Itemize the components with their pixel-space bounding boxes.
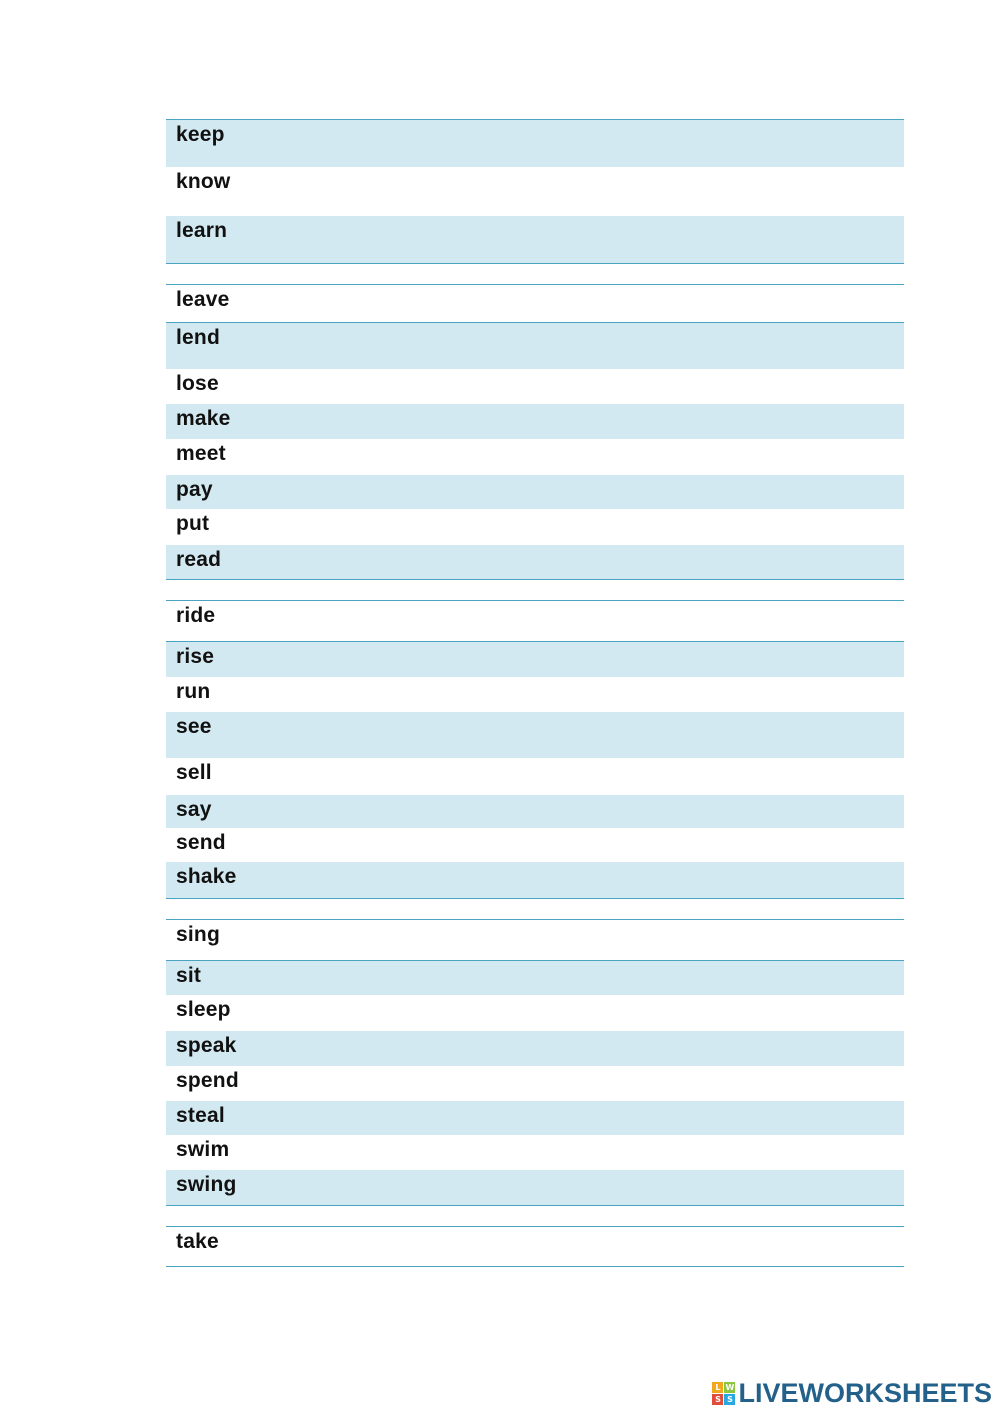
table-row	[166, 369, 904, 404]
verb-cell: send	[176, 831, 226, 854]
verb-cell: sell	[176, 761, 212, 784]
verb-cell: sleep	[176, 998, 231, 1021]
verb-cell: steal	[176, 1104, 225, 1127]
table-row	[166, 862, 904, 898]
verb-cell: meet	[176, 442, 226, 465]
verb-cell: shake	[176, 865, 237, 888]
table-row	[166, 1227, 904, 1266]
table-rule	[166, 263, 904, 264]
verb-cell: put	[176, 512, 210, 535]
table-row	[166, 167, 904, 216]
table-row	[166, 1101, 904, 1135]
table-row	[166, 545, 904, 579]
table-row	[166, 509, 904, 545]
table-row	[166, 1135, 904, 1170]
table-row	[166, 795, 904, 828]
verb-cell: know	[176, 170, 231, 193]
table-row	[166, 323, 904, 369]
verb-cell: make	[176, 407, 231, 430]
verb-cell: lose	[176, 372, 219, 395]
table-row	[166, 285, 904, 322]
table-row	[166, 404, 904, 439]
verb-cell: sing	[176, 923, 220, 946]
verb-cell: keep	[176, 123, 225, 146]
verb-cell: rise	[176, 645, 215, 668]
table-rule	[166, 1205, 904, 1206]
table-rule	[166, 579, 904, 580]
verb-cell: take	[176, 1230, 219, 1253]
verb-cell: leave	[176, 288, 230, 311]
table-row	[166, 439, 904, 475]
table-rule	[166, 898, 904, 899]
logo-letter: S	[724, 1394, 735, 1405]
logo-letter: L	[712, 1382, 723, 1393]
table-row	[166, 601, 904, 641]
liveworksheets-logo	[712, 1378, 992, 1408]
logo-letter: W	[725, 1382, 735, 1392]
table-row	[166, 475, 904, 509]
verb-cell: run	[176, 680, 211, 703]
table-row	[166, 961, 904, 995]
table-row	[166, 1031, 904, 1066]
logo-wordmark: LIVEWORKSHEETS	[738, 1377, 992, 1408]
table-row	[166, 1170, 904, 1205]
logo-letter: S	[712, 1394, 723, 1405]
verb-cell: spend	[176, 1069, 239, 1092]
verb-cell: sit	[176, 964, 202, 987]
verb-cell: speak	[176, 1034, 237, 1057]
verb-cell: see	[176, 715, 212, 738]
verb-cell: read	[176, 548, 222, 571]
verb-cell: ride	[176, 604, 216, 627]
table-row	[166, 828, 904, 862]
table-row	[166, 677, 904, 712]
table-row	[166, 1066, 904, 1101]
table-rule	[166, 1266, 904, 1267]
logo-icon	[712, 1382, 735, 1405]
verb-table	[166, 0, 904, 1413]
verb-cell: swim	[176, 1138, 230, 1161]
verb-cell: learn	[176, 219, 228, 242]
verb-cell: lend	[176, 326, 220, 349]
table-row	[166, 120, 904, 167]
verb-cell: say	[176, 798, 212, 821]
verb-cell: pay	[176, 478, 213, 501]
table-row	[166, 216, 904, 263]
table-row	[166, 712, 904, 758]
table-row	[166, 920, 904, 960]
table-row	[166, 995, 904, 1031]
verb-cell: swing	[176, 1173, 237, 1196]
table-row	[166, 758, 904, 795]
table-row	[166, 642, 904, 677]
